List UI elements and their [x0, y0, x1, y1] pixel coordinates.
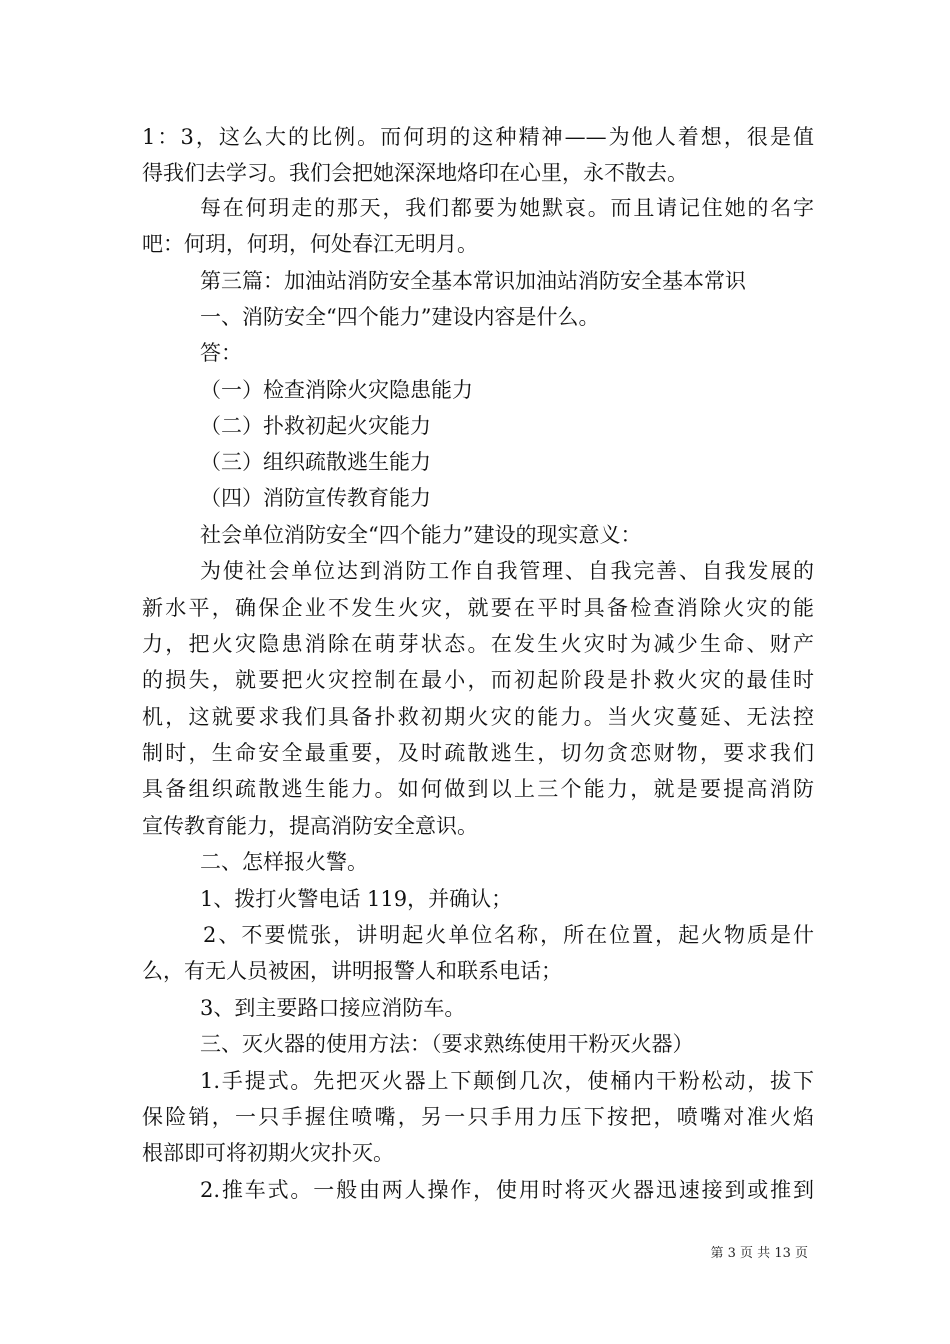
list-item: （二）扑救初起火灾能力	[200, 414, 431, 438]
body-line: 制时，生命安全最重要，及时疏散逃生，切勿贪恋财物，要求我们	[142, 741, 814, 765]
body-line: 得我们去学习。我们会把她深深地烙印在心里，永不散去。	[142, 161, 688, 185]
list-item: 3、到主要路口接应消防车。	[200, 996, 466, 1020]
list-item: （三）组织疏散逃生能力	[200, 450, 431, 474]
question-heading: 三、灭火器的使用方法：（要求熟练使用干粉灭火器）	[200, 1032, 694, 1056]
body-line: 宣传教育能力，提高消防安全意识。	[142, 814, 478, 838]
body-line: 1.手提式。先把灭火器上下颠倒几次，使桶内干粉松动，拔下	[200, 1069, 814, 1093]
subheading: 社会单位消防安全“四个能力”建设的现实意义：	[200, 523, 642, 547]
body-line: 为使社会单位达到消防工作自我管理、自我完善、自我发展的	[200, 559, 814, 583]
body-line: 力，把火灾隐患消除在萌芽状态。在发生火灾时为减少生命、财产	[142, 632, 814, 656]
body-line: 吧：何玥，何玥，何处春江无明月。	[142, 232, 478, 256]
page-number: 第 3 页 共 13 页	[710, 1246, 808, 1261]
body-line: 1：3，这么大的比例。而何玥的这种精神——为他人着想，很是值	[142, 125, 814, 149]
list-item: （四）消防宣传教育能力	[200, 486, 431, 510]
body-line: 保险销，一只手握住喷嘴，另一只手用力压下按把，喷嘴对准火焰	[142, 1105, 814, 1129]
question-heading: 一、消防安全“四个能力”建设内容是什么。	[200, 305, 600, 329]
body-line: 新水平，确保企业不发生火灾，就要在平时具备检查消除火灾的能	[142, 596, 814, 620]
body-line: 么，有无人员被困，讲明报警人和联系电话；	[142, 959, 562, 983]
body-line: 机，这就要求我们具备扑救初期火灾的能力。当火灾蔓延、无法控	[142, 705, 814, 729]
body-line: 具备组织疏散逃生能力。如何做到以上三个能力，就是要提高消防	[142, 777, 814, 801]
question-heading: 二、怎样报火警。	[200, 850, 368, 874]
list-item: 1、拨打火警电话 119，并确认；	[200, 887, 513, 911]
body-line: 根部即可将初期火灾扑灭。	[142, 1141, 394, 1165]
list-item: 2、不要慌张，讲明起火单位名称，所在位置，起火物质是什	[203, 923, 814, 947]
section-heading: 第三篇：加油站消防安全基本常识加油站消防安全基本常识	[200, 269, 746, 293]
body-line: 每在何玥走的那天，我们都要为她默哀。而且请记住她的名字	[200, 196, 814, 220]
answer-label: 答：	[200, 341, 242, 365]
list-item: （一）检查消除火灾隐患能力	[200, 378, 473, 402]
body-line: 2.推车式。一般由两人操作，使用时将灭火器迅速接到或推到	[200, 1178, 814, 1202]
body-line: 的损失，就要把火灾控制在最小，而初起阶段是扑救火灾的最佳时	[142, 668, 814, 692]
